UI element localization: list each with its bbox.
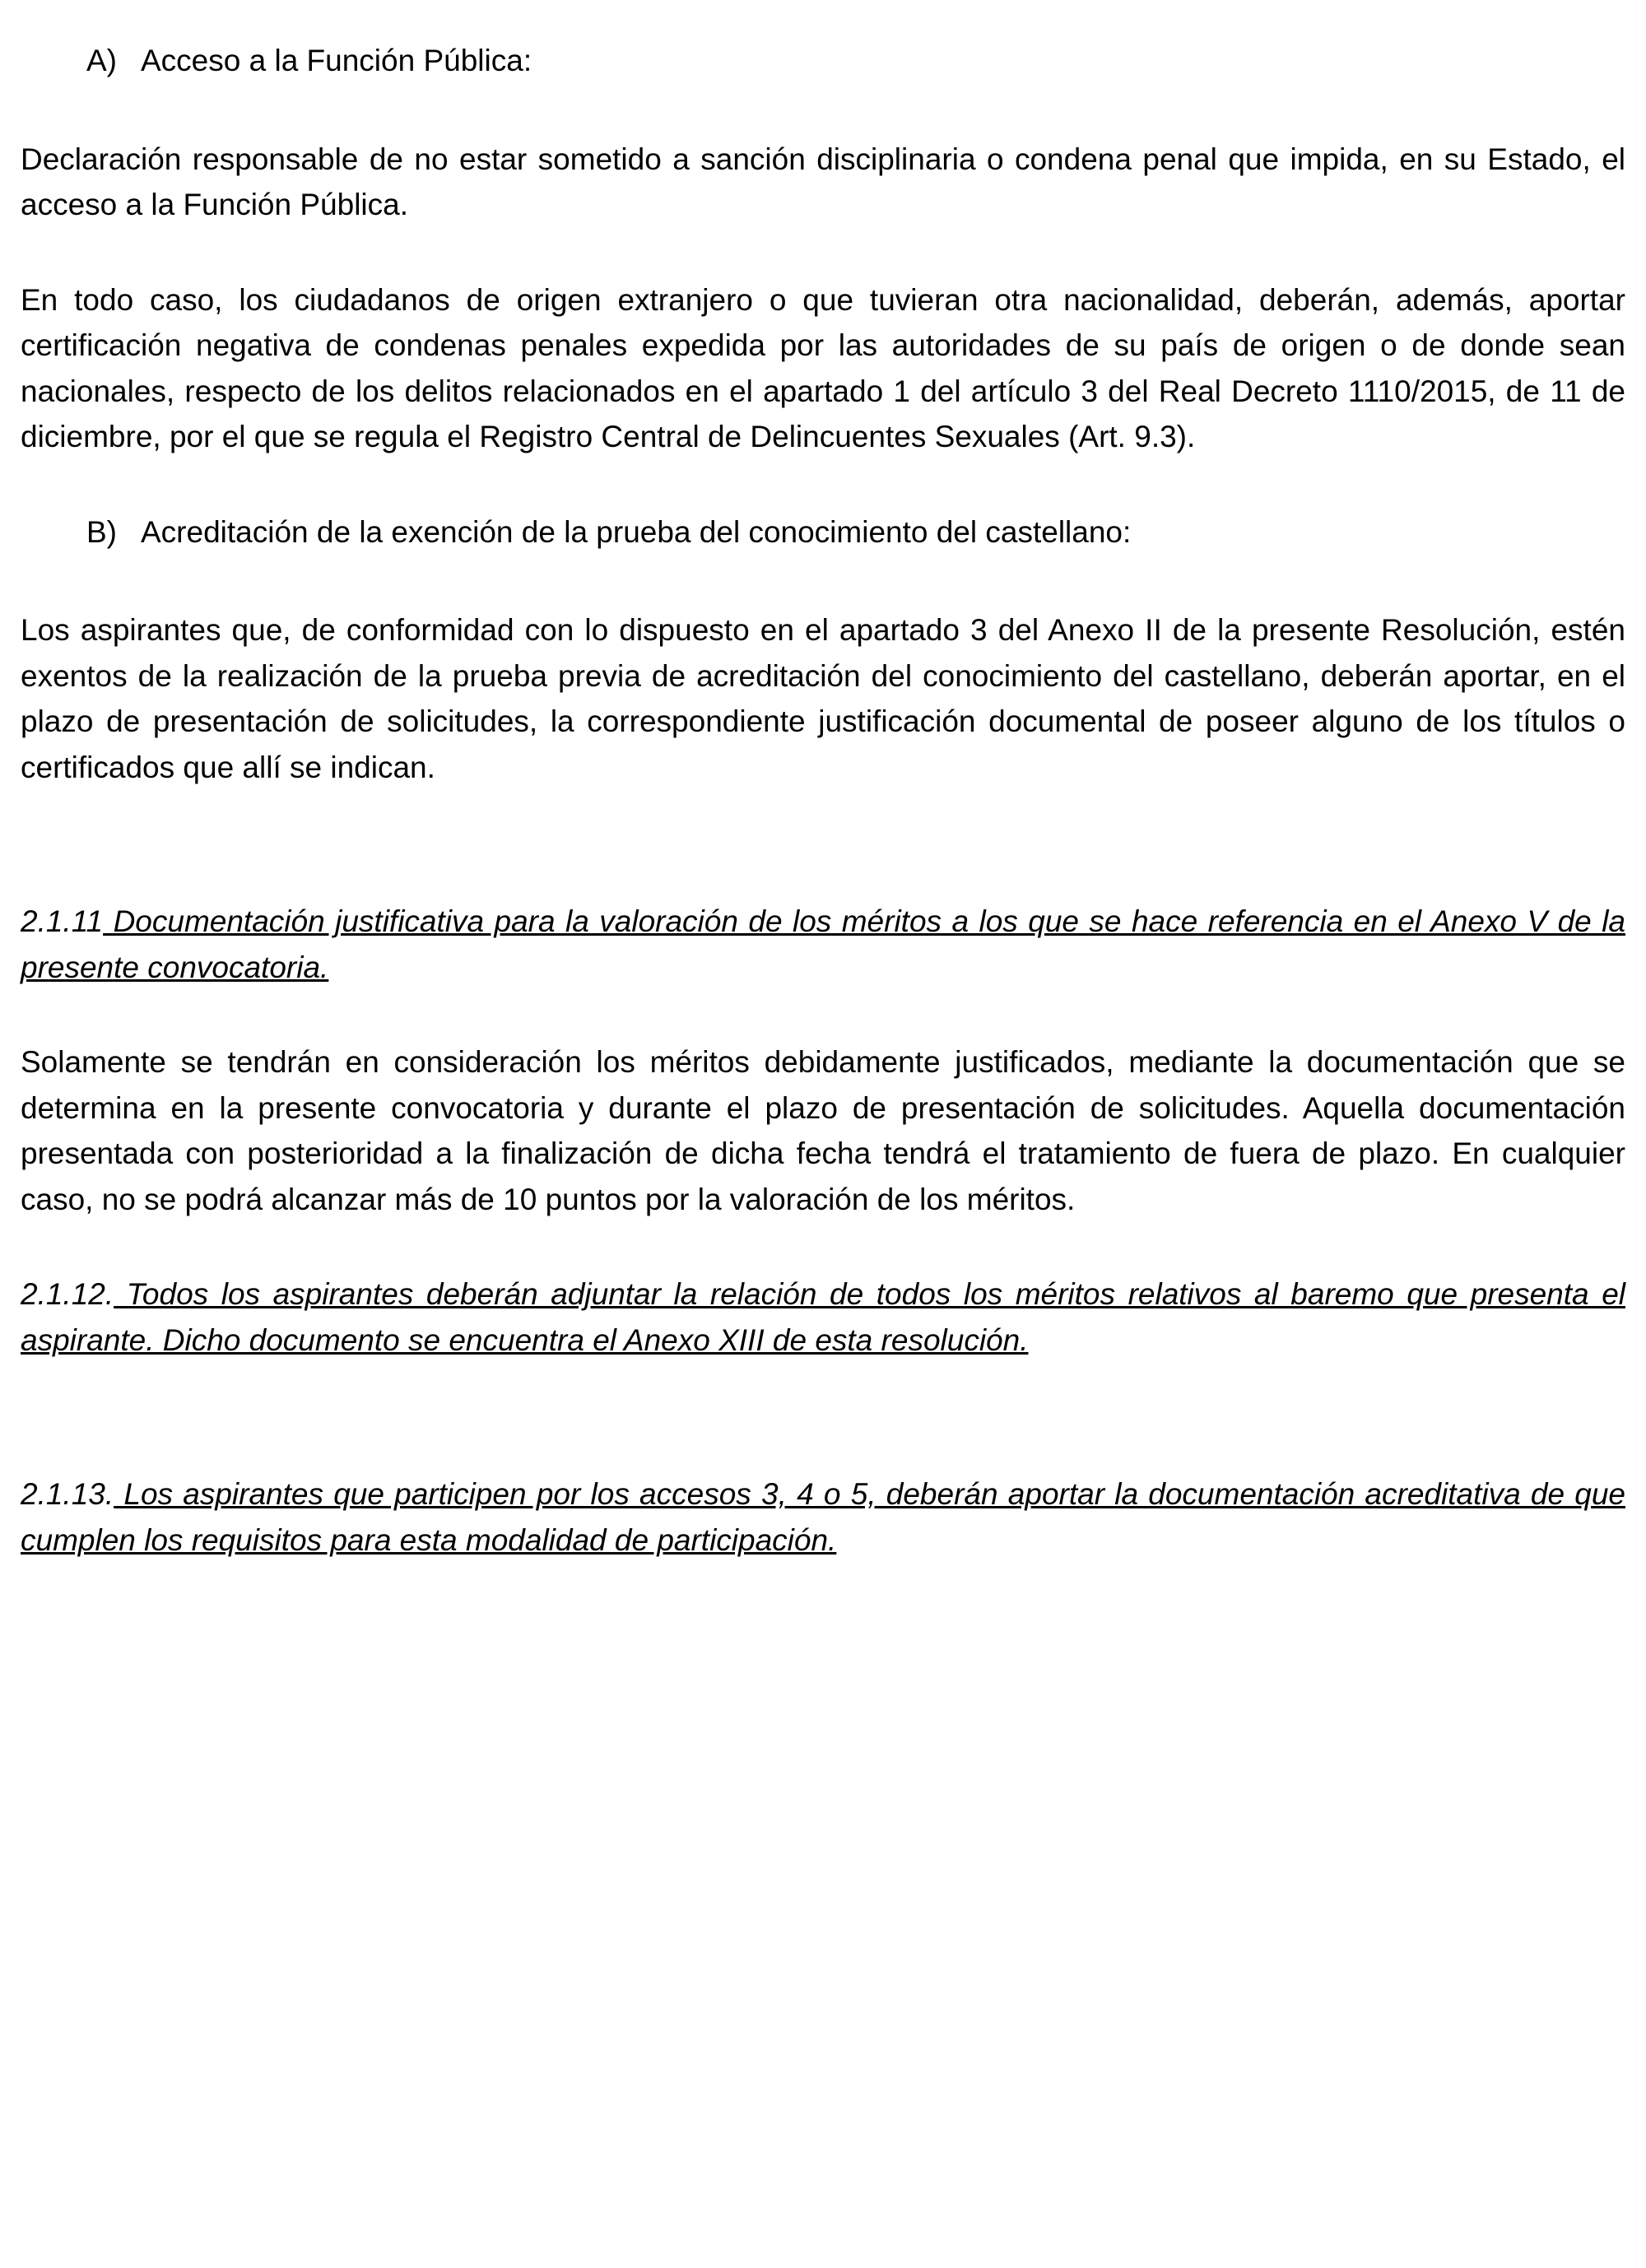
list-item-a [21,38,1625,84]
heading-2-1-12-number: 2.1.12. [21,1277,114,1311]
paragraph-meritos-justificados: Solamente se tendrán en consideración los méritos debidamente justificados, mediante la documentación que se determina en la presente convocatoria y durante el plazo de presentación de solicitudes. Aquella documentación presentada con posterioridad a la finalización de dicha fecha tendrá el tratamiento de fuera de plazo. En cualquier caso, no se podrá alcanzar más de 10 puntos por la valoración de los méritos. [21,1045,1625,1216]
list-marker-a: A) [86,44,117,77]
paragraph-ciudadanos-extranjeros: En todo caso, los ciudadanos de origen extranjero o que tuvieran otra nacionalidad, deberán, además, aportar certificación negativa de condenas penales expedida por las autoridades de su país de origen o de donde sean nacionales, respecto de los delitos relacionados en el apartado 1 del artículo 3 del Real Decreto 1110/2015, de 11 de diciembre, por el que se regula el Registro Central de Delincuentes Sexuales (Art. 9.3). [21,282,1625,453]
list-item-b [21,509,1625,555]
heading-2-1-12-text: Todos los aspirantes deberán adjuntar la relación de todos los méritos relativos al baremo que presenta el aspirante. Dicho documento se encuentra el Anexo XIII de esta resolución. [21,1277,1625,1357]
list-item-b-text: Acreditación de la exención de la prueba del conocimiento del castellano: [141,514,1132,549]
heading-2-1-11-text: Documentación justificativa para la valoración de los méritos a los que se hace referencia en el Anexo V de la presente convocatoria. [21,904,1625,984]
paragraph-aspirantes-exentos: Los aspirantes que, de conformidad con lo dispuesto en el apartado 3 del Anexo II de la presente Resolución, estén exentos de la realización de la prueba previa de acreditación del conocimiento del castellano, deberán aportar, en el plazo de presentación de solicitudes, la correspondiente justificación documental de poseer alguno de los títulos o certificados que allí se indican. [21,613,1625,784]
heading-2-1-11-number: 2.1.11 [21,904,104,938]
list-marker-b: B) [86,514,117,549]
heading-2-1-13-text: Los aspirantes que participen por los accesos 3, 4 o 5, deberán aportar la documentación acreditativa de que cumplen los requisitos para esta modalidad de participación. [21,1477,1625,1557]
list-item-a-text: Acceso a la Función Pública: [141,44,532,77]
heading-2-1-13 [21,1471,1625,1563]
heading-2-1-11 [21,899,1625,990]
heading-2-1-13-number: 2.1.13. [21,1477,114,1511]
heading-2-1-12 [21,1271,1625,1363]
paragraph-declaracion-responsable: Declaración responsable de no estar sometido a sanción disciplinaria o condena penal que impida, en su Estado, el acceso a la Función Pública. [21,142,1625,221]
